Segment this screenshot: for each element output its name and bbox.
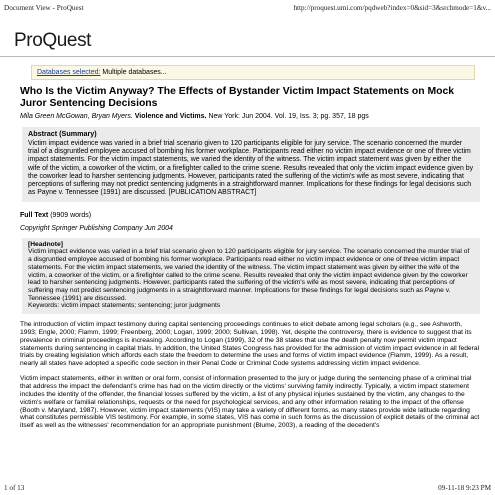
article-title: Who Is the Victim Anyway? The Effects of Bystander Victim Impact Statements on Mock Juror Sentencing Decisions bbox=[20, 86, 455, 110]
headnote-text: Victim impact evidence was varied in a brief trial scenario given to 120 participants eligible for jury service. The scenario concerned the murder trial of a disgruntled employee accused of bombing his former workplace. Participants read either no victim impact evidence or one of three victim impact statements. For the victim impact statements, we varied the identity of the witness. The victim impact statement was given by either the wife of the victim, a coworker of the victim, or a firefighter called to the crime scene. Results revealed that only the victim impact evidence given by the coworker lead to harsher sentencing judgments. However, participants rated the suffering of the victim's wife as most severe, indicating that perceptions of suffering may not predict sentencing judgments in a straightforward manner. Implications for these findings for legal decisions such as Payne v. Tennessee (1991) are discussed. bbox=[28, 248, 470, 302]
header-divider bbox=[0, 56, 495, 57]
print-header-url: http://proquest.umi.com/pqdweb?index=0&sid=3&srchmode=1&v... bbox=[293, 4, 491, 12]
abstract-heading: Abstract (Summary) bbox=[28, 129, 97, 139]
article-journal: Violence and Victims. bbox=[134, 113, 207, 121]
headnote-section bbox=[22, 238, 480, 314]
databases-selected-bar bbox=[31, 65, 475, 80]
proquest-logo[interactable]: ProQuest bbox=[14, 30, 92, 51]
abstract-section bbox=[22, 127, 480, 201]
article-byline bbox=[20, 112, 483, 121]
copyright-notice: Copyright Springer Publishing Company Jun 2004 bbox=[20, 224, 173, 232]
article-citation: New York: Jun 2004. Vol. 19, Iss. 3; pg. 357, 18 pgs bbox=[208, 113, 369, 121]
print-header bbox=[0, 0, 495, 14]
document-content bbox=[20, 86, 483, 430]
article-authors: Mila Green McGowan, Bryan Myers. bbox=[20, 113, 133, 121]
headnote-heading: [Headnote] bbox=[28, 240, 63, 248]
databases-selected-link[interactable]: Databases selected: bbox=[37, 69, 101, 76]
fulltext-heading: Full Text bbox=[20, 211, 49, 219]
fulltext-word-count: (9909 words) bbox=[50, 211, 92, 219]
headnote-keywords: Keywords: victim impact statements; sentencing; juror judgments bbox=[28, 302, 221, 310]
body-paragraph: Victim impact statements, either in written or oral form, consist of information presented to the jury or judge during the sentencing phase of a criminal trial that address the impact the defendant's crime has had on the victim directly or the victims' surviving family indirectly. Typically, a victim impact statement includes the identity of the offender, the financial losses suffered by the victim, a list of any physical injuries sustained by the victim, any changes to the victim's welfare or familial relationships, requests or the need for psychological services, and any other information relating to the impact of the offense (Booth v. Maryland, 1987). However, victim impact statements (VIS) may take a variety of different forms, as many states provide wide latitude regarding what constitutes permissible VIS testimony. For example, in some states, VIS has come in such forms as the discussion of explicit details of the criminal act itself as well as the witnesses' recommendation for an appropriate punishment (Blume, 2003), a reading of the decedent's bbox=[20, 375, 480, 430]
print-header-title: Document View - ProQuest bbox=[4, 4, 84, 12]
print-footer bbox=[0, 483, 495, 495]
page-counter: 1 of 13 bbox=[4, 484, 25, 492]
fulltext-line bbox=[20, 211, 483, 220]
databases-selected-value: Multiple databases... bbox=[102, 69, 167, 76]
abstract-text: Victim impact evidence was varied in a brief trial scenario given to 120 participants eligible for jury service. The scenario concerned the murder trial of a disgruntled employee accused of bombing his former workplace. Participants read either no victim impact evidence or one of three victim impact statements. For the victim impact statements, we varied the identity of the witness. The victim impact statement was given by either the wife of the victim, a coworker of the victim, or a firefighter called to the crime scene. Results revealed that only the victim impact evidence given by the coworker lead to harsher sentencing judgments. However, participants rated the suffering of the victim's wife as most severe, indicating that perceptions of suffering may not predict sentencing judgments in a straightforward manner. Implications for these findings for legal decisions such as Payne v. Tennessee (1991) are discussed. [PUBLICATION ABSTRACT] bbox=[28, 139, 474, 197]
body-paragraph: The introduction of victim impact testimony during capital sentencing proceedings continues to elicit debate among legal scholars (e.g., see Ashworth, 1993; Engle, 2000; Flamm, 1999; Freenberg, 2000; Logan, 1999; 2000; Sullivan, 1998). Yet, despite the controversy, there is evidence to suggest that its prevalence in criminal proceedings is increasing. According to Logan (1999), 32 of the 38 states that use the death penalty now permit victim impact statements during sentencing in capital trials. In addition, the United States Congress has provided for the admission of victim impact evidence in all federal trials by creating legislation which affords each state the freedom to determine the uses and forms of victim impact evidence (Flamm, 1999). As a result, nearly all states have adopted a specific code section in their Penal Code or Criminal Code systems addressing victim impact evidence. bbox=[20, 321, 480, 368]
print-timestamp: 09-11-18 9:23 PM bbox=[438, 484, 491, 492]
